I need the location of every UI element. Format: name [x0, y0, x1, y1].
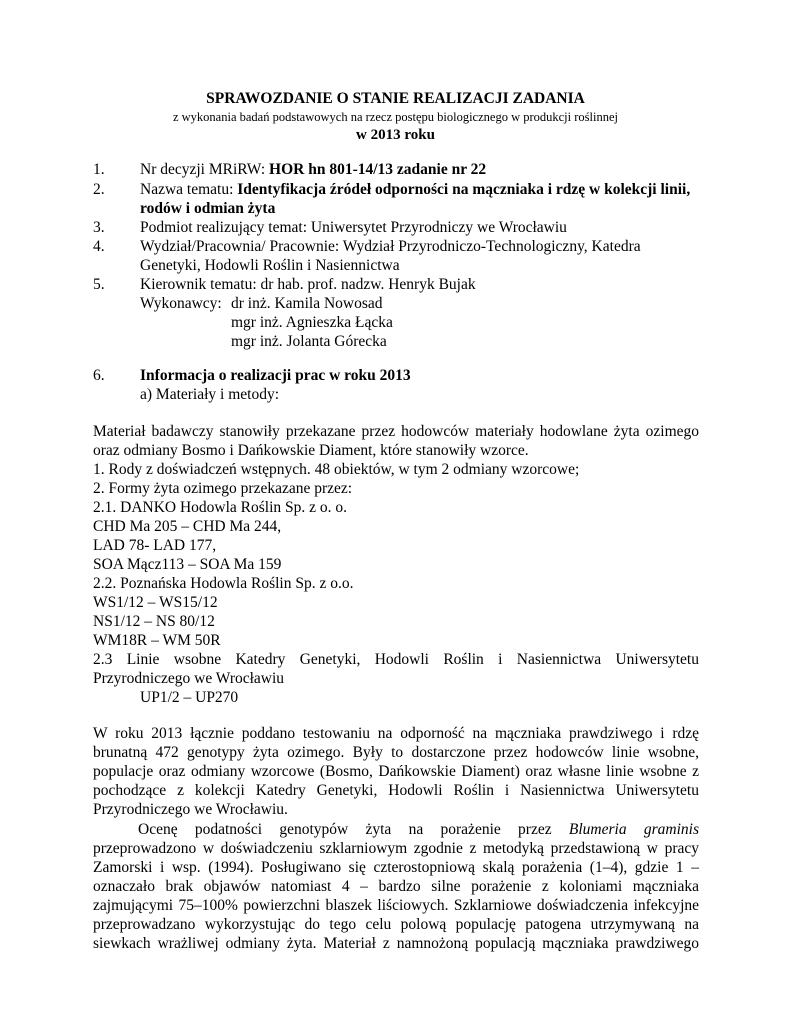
topic-value: Identyfikacja źródeł odporności na mączniaka i rdzę w kolekcji linii, [237, 181, 691, 198]
executor-1: dr inż. Kamila Nowosad [231, 295, 383, 312]
body-line: przeprowadzano wykorzystując do tego celu polową populację patogena utrzymywaną na [93, 916, 699, 933]
body-line: brunatną 472 genotypy żyta ozimego. Były to dostarczone przez hodowców linie wsobne, [93, 744, 699, 761]
body-line: W roku 2013 łącznie poddano testowaniu na odporność na mączniaka prawdziwego i rdzę [93, 725, 699, 742]
body-line: Przyrodniczego we Wrocławiu. [93, 801, 288, 818]
materials-list-item: Przyrodniczego we Wrocławiu [93, 670, 285, 687]
body-line: siewkach wrażliwej odmiany żyta. Materiał z namnożoną populacją mączniaka prawdziwego [93, 935, 699, 952]
materials-list-item: 2.2. Poznańska Hodowla Roślin Sp. z o.o. [93, 575, 354, 592]
materials-list-item: LAD 78- LAD 177, [93, 537, 217, 554]
materials-line: oraz odmiany Bosmo i Dańkowskie Diament, które stanowiły wzorce. [93, 442, 529, 459]
materials-list-item: 2.1. DANKO Hodowla Roślin Sp. z o. o. [93, 499, 348, 516]
item-number-2: 2. [93, 181, 105, 198]
topic-label: Nazwa tematu: [140, 181, 234, 198]
topic-value-cont: rodów i odmian żyta [140, 200, 276, 217]
body-line: pochodzące z kolekcji Katedry Genetyki, Hodowli Roślin i Nasiennictwa Uniwersytetu [93, 782, 699, 799]
report-year: w 2013 roku [356, 127, 435, 143]
materials-line: Materiał badawczy stanowiły przekazane przez hodowców materiały hodowlane żyta ozimego [93, 423, 699, 440]
executor-3: mgr inż. Jolanta Górecka [231, 333, 387, 350]
item-6-sub: a) Materiały i metody: [140, 386, 280, 403]
executor-2: mgr inż. Agnieszka Łącka [231, 314, 393, 331]
executors-label: Wykonawcy: [140, 295, 222, 312]
item-number-1: 1. [93, 161, 105, 178]
body-line: Zamorski i wsp. (1994). Posługiwano się czterostopniową skalą porażenia (1–4), gdzie 1 – [93, 859, 699, 876]
body-line [93, 820, 699, 839]
decision-label: Nr decyzji MRiRW: [140, 161, 266, 178]
item-1 [140, 160, 486, 179]
materials-list-item: CHD Ma 205 – CHD Ma 244, [93, 518, 282, 535]
item-6: Informacja o realizacji prac w roku 2013 [140, 367, 411, 384]
body-line: zajmującymi 75–100% powierzchni blaszek liściowych. Szklarniowe doświadczenia infekcyjne [93, 897, 699, 914]
materials-list-item: UP1/2 – UP270 [140, 689, 239, 706]
materials-list-item: WM18R – WM 50R [93, 632, 221, 649]
body-text: Ocenę podatności genotypów żyta na porażenie przez [138, 821, 569, 838]
body-line: oznaczało brak objawów natomiast 4 – bardzo silne porażenie z koloniami mączniaka [93, 878, 699, 895]
item-5: Kierownik tematu: dr hab. prof. nadzw. Henryk Bujak [140, 276, 476, 293]
item-3: Podmiot realizujący temat: Uniwersytet Przyrodniczy we Wrocławiu [140, 219, 567, 236]
item-number-6: 6. [93, 367, 105, 384]
body-line: populacje oraz odmiany wzorcowe (Bosmo, Dańkowskie Diament) oraz własne linie wsobne z [93, 763, 699, 780]
species-name: Blumeria graminis [568, 821, 699, 838]
item-number-5: 5. [93, 276, 105, 293]
body-line: przeprowadzono w doświadczeniu szklarniowym zgodnie z metodyką przedstawioną w pracy [93, 840, 699, 857]
report-subtitle: z wykonania badań podstawowych na rzecz postępu biologicznego w produkcji roślinnej [172, 110, 618, 124]
item-4-cont: Genetyki, Hodowli Roślin i Nasiennictwa [140, 257, 400, 274]
materials-list-item: 2. Formy żyta ozimego przekazane przez: [93, 480, 353, 497]
materials-list-item: SOA Mącz113 – SOA Ma 159 [93, 556, 282, 573]
item-number-3: 3. [93, 219, 105, 236]
item-number-4: 4. [93, 238, 105, 255]
decision-value: HOR hn 801-14/13 zadanie nr 22 [269, 161, 487, 178]
materials-list-item: 2.3 Linie wsobne Katedry Genetyki, Hodowli Roślin i Nasiennictwa Uniwersytetu [93, 651, 699, 668]
item-4: Wydział/Pracownia/ Pracownie: Wydział Przyrodniczo-Technologiczny, Katedra [140, 238, 641, 255]
item-2 [140, 180, 690, 199]
report-title: SPRAWOZDANIE O STANIE REALIZACJI ZADANIA [206, 90, 585, 107]
materials-list-item: NS1/12 – NS 80/12 [93, 613, 215, 630]
materials-list-item: 1. Rody z doświadczeń wstępnych. 48 obiektów, w tym 2 odmiany wzorcowe; [93, 461, 580, 478]
materials-list-item: WS1/12 – WS15/12 [93, 594, 218, 611]
